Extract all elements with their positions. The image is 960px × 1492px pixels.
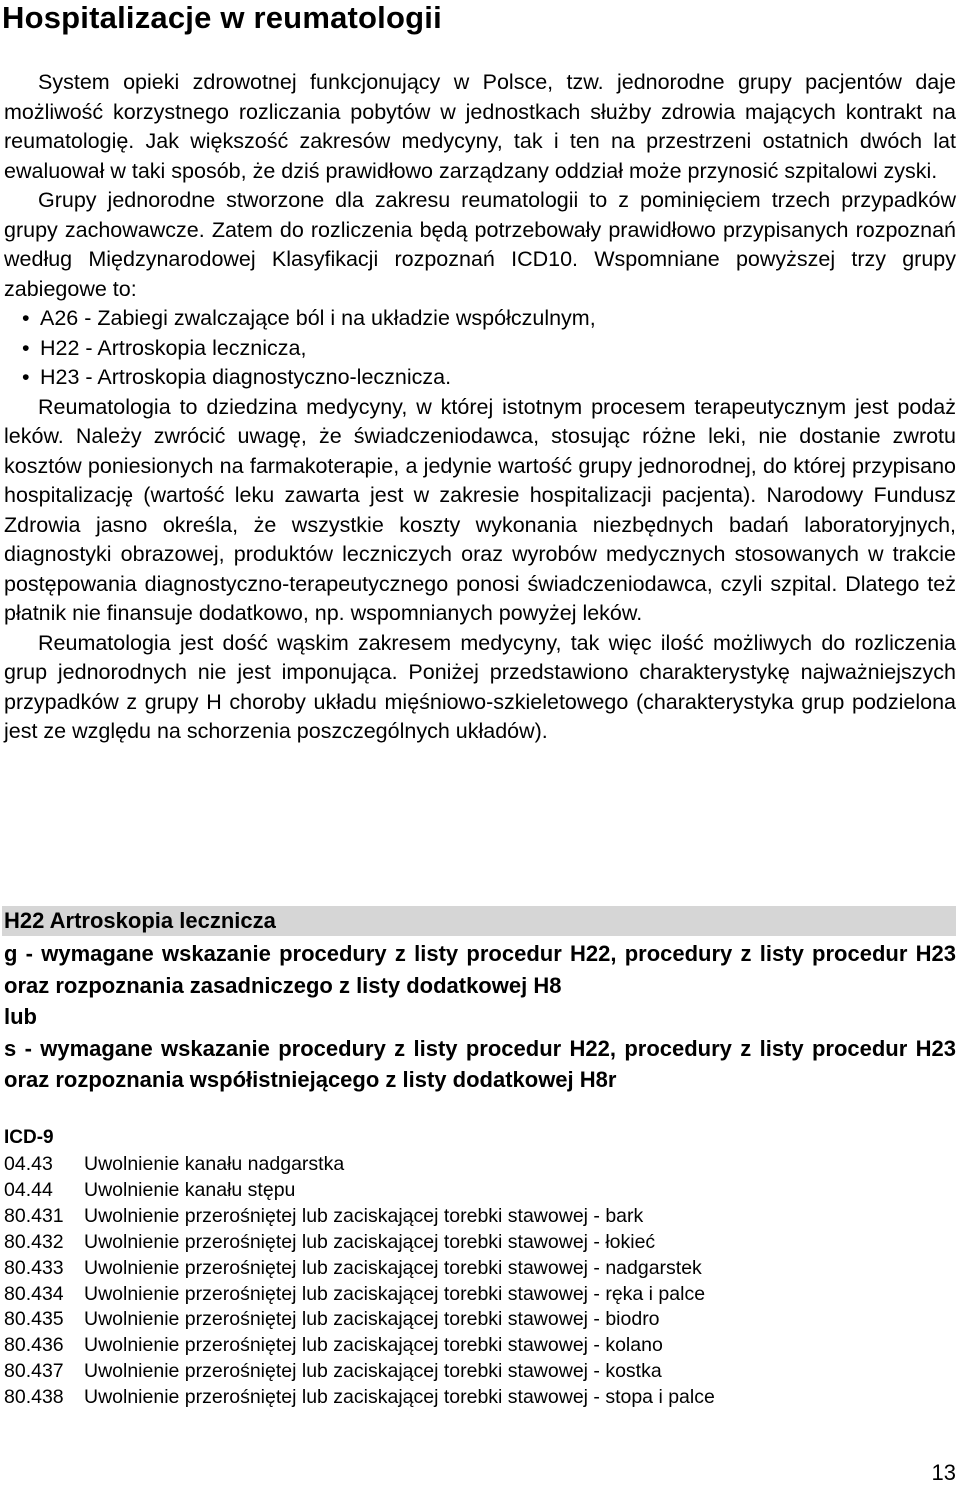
table-row <box>4 1178 956 1204</box>
table-row <box>4 1204 956 1230</box>
table-row <box>4 1385 956 1411</box>
table-row <box>4 1359 956 1385</box>
list-item: • A26 - Zabiegi zwalczające ból i na układzie współczulnym, <box>26 304 956 334</box>
procedure-code: 04.44 <box>4 1178 53 1201</box>
table-row <box>4 1152 956 1178</box>
procedure-description: Uwolnienie przerośniętej lub zaciskającej torebki stawowej - biodro <box>84 1308 660 1331</box>
requirement-separator: lub <box>4 1004 37 1029</box>
icd-procedure-list <box>4 1152 956 1411</box>
procedure-description: Uwolnienie przerośniętej lub zaciskającej torebki stawowej - bark <box>84 1204 644 1227</box>
procedure-code: 80.434 <box>4 1282 64 1305</box>
procedure-code: 80.433 <box>4 1256 64 1279</box>
icd-heading: ICD-9 <box>4 1127 54 1148</box>
procedure-code: 04.43 <box>4 1153 53 1175</box>
procedure-description: Uwolnienie przerośniętej lub zaciskającej torebki stawowej - kostka <box>84 1360 662 1383</box>
table-row <box>4 1307 956 1333</box>
table-row <box>4 1256 956 1282</box>
procedure-code: 80.432 <box>4 1230 64 1253</box>
paragraph-characteristics: Reumatologia jest dość wąskim zakresem medycyny, tak więc ilość możliwych do rozliczenia grup jednorodnych nie jest imponująca. Poniżej przedstawiono charakterystykę najważniejszych przypadków z grupy H choroby układu mięśniowo-szkieletowego (charakterystyka grup podzielona jest ze względu na schorzenia poszczególnych układów). <box>4 630 956 743</box>
procedure-description: Uwolnienie przerośniętej lub zaciskającej torebki stawowej - nadgarstek <box>84 1256 702 1279</box>
procedure-description: Uwolnienie przerośniętej lub zaciskającej torebki stawowej - kolano <box>84 1334 663 1357</box>
requirement-s: s - wymagane wskazanie procedury z listy procedur H22, procedury z listy procedur H23 oraz rozpoznania współistniejącego z listy dodatkowej H8r <box>4 1035 956 1092</box>
requirement-g: g - wymagane wskazanie procedury z listy procedur H22, procedury z listy procedur H23 oraz rozpoznania zasadniczego z listy dodatkowej H8 <box>4 941 956 998</box>
paragraph-groups: Grupy jednorodne stworzone dla zakresu reumatologii to z pominięciem trzech przypadków grupy zachowawcze. Zatem do rozliczenia będą potrzebowały prawidłowo przypisanych rozpoznań według Międzynarodowej Klasyfikacji rozpoznań ICD10. Wspomniane powyższej trzy grupy zabiegowe to: <box>4 188 956 301</box>
list-item: • H22 - Artroskopia lecznicza, <box>26 334 956 364</box>
procedure-code: 80.437 <box>4 1360 64 1383</box>
procedure-description: Uwolnienie przerośniętej lub zaciskającej torebki stawowej - stopa i palce <box>84 1386 715 1409</box>
section-heading-h22: H22 Artroskopia lecznicza <box>4 908 276 933</box>
procedure-code: 80.438 <box>4 1386 64 1409</box>
procedure-description: Uwolnienie kanału stępu <box>84 1178 296 1201</box>
table-row <box>4 1333 956 1359</box>
procedure-code: 80.436 <box>4 1334 64 1357</box>
procedure-description: Uwolnienie przerośniętej lub zaciskającej torebki stawowej - łokieć <box>84 1230 656 1253</box>
procedure-description: Uwolnienie kanału nadgarstka <box>84 1153 345 1175</box>
requirements-block <box>4 938 956 1096</box>
article-body <box>4 68 956 747</box>
procedure-code: 80.431 <box>4 1204 64 1227</box>
procedure-code: 80.435 <box>4 1308 64 1331</box>
page-number: 13 <box>931 1460 956 1485</box>
procedure-description: Uwolnienie przerośniętej lub zaciskającej torebki stawowej - ręka i palce <box>84 1282 706 1305</box>
paragraph-intro: System opieki zdrowotnej funkcjonujący w Polsce, tzw. jednorodne grupy pacjentów daje możliwość korzystnego rozliczania pobytów w jednostkach służby zdrowia mających kontrakt na reumatologię. Jak większość zakresów medycyny, tak i ten na przestrzeni ostatnich dwóch lat ewaluował w taki sposób, że dziś prawidłowo zarządzany oddział może przynosić szpitalowi zyski. <box>4 70 956 183</box>
table-row <box>4 1282 956 1308</box>
list-item: • H23 - Artroskopia diagnostyczno-lecznicza. <box>26 363 956 393</box>
table-row <box>4 1230 956 1256</box>
page-title: Hospitalizacje w reumatologii <box>2 0 442 35</box>
paragraph-drugs: Reumatologia to dziedzina medycyny, w której istotnym procesem terapeutycznym jest podaż leków. Należy zwrócić uwagę, że świadczeniodawca, stosując różne leki, nie dostanie zwrotu kosztów poniesionych na farmakoterapie, a jedynie wartość grupy jednorodnej, do której przypisano hospitalizację (wartość leku zawarta jest w zakresie hospitalizacji pacjenta). Narodowy Fundusz Zdrowia jasno określa, że wszystkie koszty wykonania niezbędnych badań laboratoryjnych, diagnostyki obrazowej, produktów leczniczych oraz wyrobów medycznych stosowanych w trakcie postępowania diagnostyczno-terapeutycznego ponosi świadczeniodawca, czyli szpital. Dlatego też płatnik nie finansuje dodatkowo, np. wspomnianych powyżej leków. <box>4 394 956 625</box>
surgical-groups-list <box>4 304 956 393</box>
